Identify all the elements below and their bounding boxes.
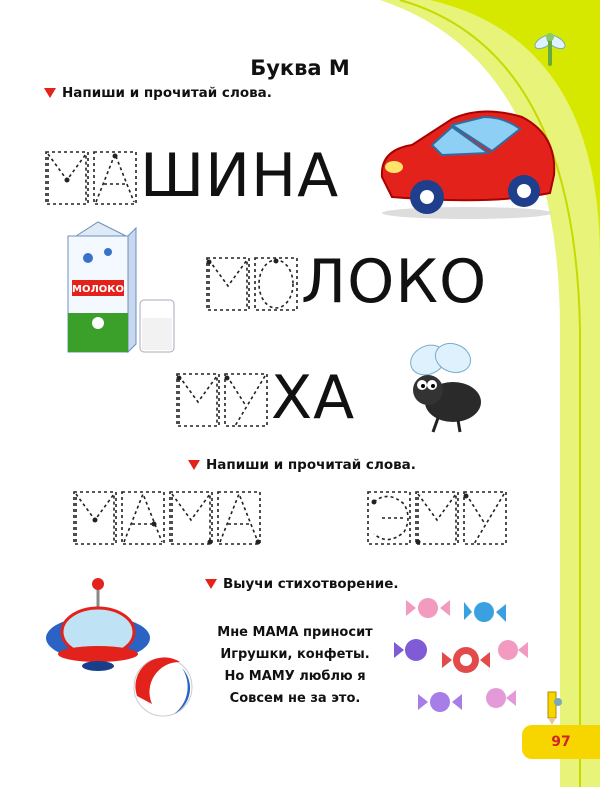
instruction-1-text: Напиши и прочитай слова.: [62, 85, 272, 101]
word-rest-text: ШИНА: [140, 141, 340, 211]
candies-illustration: [386, 590, 536, 725]
car-illustration: [372, 105, 562, 220]
traced-letter-u[interactable]: [462, 490, 508, 546]
instruction-2: [188, 457, 416, 473]
word-emu-tracing: [366, 490, 508, 546]
traced-letter-m[interactable]: [205, 256, 251, 312]
instruction-3: [205, 576, 399, 592]
word-rest-text: ЛОКО: [301, 247, 488, 317]
word-mama-tracing: [72, 490, 262, 546]
poem-line: Совсем не за это.: [229, 691, 361, 706]
red-triangle-icon: [188, 460, 200, 470]
traced-letter-m[interactable]: [168, 490, 214, 546]
traced-letter-a[interactable]: [92, 150, 138, 206]
traced-letter-a[interactable]: [216, 490, 262, 546]
red-triangle-icon: [205, 579, 217, 589]
word-rest-text: ХА: [271, 363, 356, 433]
traced-letter-u[interactable]: [223, 372, 269, 428]
traced-letter-m[interactable]: [72, 490, 118, 546]
page-number: 97: [522, 725, 600, 759]
traced-letter-o[interactable]: [253, 256, 299, 312]
instruction-2-text: Напиши и прочитай слова.: [206, 457, 416, 473]
fly-illustration: [398, 340, 498, 435]
instruction-3-text: Выучи стихотворение.: [223, 576, 399, 592]
milk-label: МОЛОКО: [72, 284, 124, 295]
traced-letter-m[interactable]: [414, 490, 460, 546]
word-moloko: [205, 247, 488, 317]
pencil-icon: [540, 690, 564, 726]
instruction-1: [44, 85, 272, 101]
traced-letter-e[interactable]: [366, 490, 412, 546]
poem-line: Мне МАМА приносит: [217, 625, 373, 640]
word-mashina: [44, 141, 340, 211]
ball-illustration: [132, 656, 194, 718]
page-title: Буква М: [250, 56, 350, 80]
traced-letter-m[interactable]: [44, 150, 90, 206]
milk-carton-illustration: [58, 218, 188, 358]
poem: [190, 622, 400, 710]
poem-line: Игрушки, конфеты.: [220, 647, 370, 662]
poem-line: Но МАМУ люблю я: [224, 669, 366, 684]
traced-letter-a[interactable]: [120, 490, 166, 546]
red-triangle-icon: [44, 88, 56, 98]
traced-letter-m[interactable]: [175, 372, 221, 428]
word-mukha: [175, 363, 356, 433]
